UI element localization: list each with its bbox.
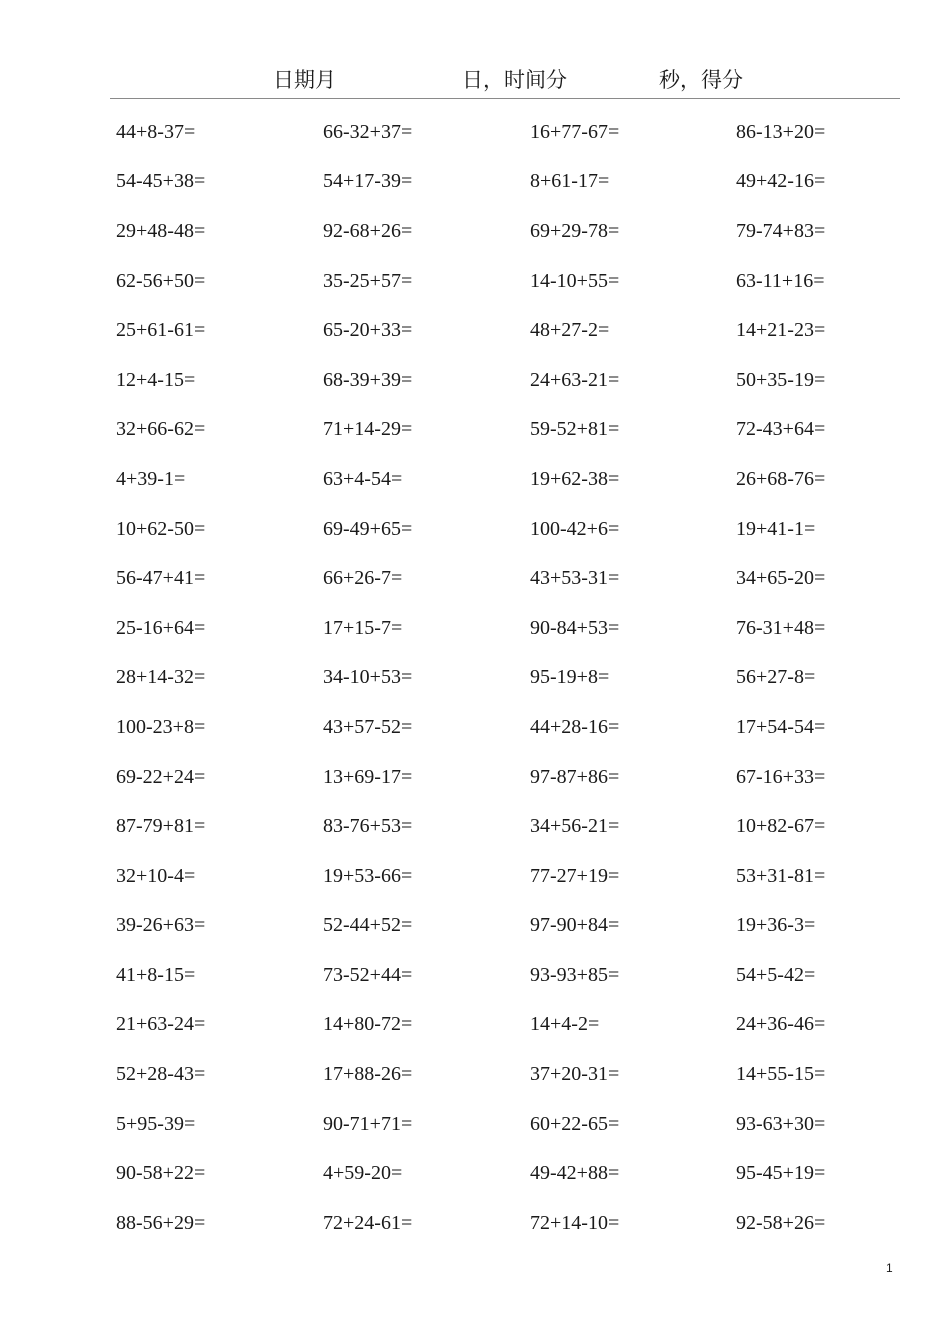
math-problem: 43+57-52= <box>323 715 413 738</box>
math-problem: 39-26+63= <box>116 914 206 937</box>
math-problem: 72-43+64= <box>736 418 826 441</box>
math-problem: 21+63-24= <box>116 1013 206 1036</box>
math-problem: 71+14-29= <box>323 418 413 441</box>
math-problem: 59-52+81= <box>530 418 620 441</box>
math-problem: 44+28-16= <box>530 715 620 738</box>
math-problem: 49+42-16= <box>736 170 826 193</box>
math-problem: 54-45+38= <box>116 170 206 193</box>
math-problem: 19+36-3= <box>736 914 816 937</box>
math-problem: 97-90+84= <box>530 914 620 937</box>
math-problem: 34-10+53= <box>323 666 413 689</box>
problem-row <box>116 1000 896 1050</box>
math-problem: 83-76+53= <box>323 815 413 838</box>
math-problem: 10+82-67= <box>736 815 826 838</box>
math-problem: 14+55-15= <box>736 1063 826 1086</box>
problem-row <box>116 1198 896 1248</box>
math-problem: 10+62-50= <box>116 517 206 540</box>
problem-row <box>116 107 896 157</box>
math-problem: 32+10-4= <box>116 864 196 887</box>
math-problem: 54+5-42= <box>736 963 816 986</box>
problem-row <box>116 157 896 207</box>
math-problem: 66-32+37= <box>323 120 413 143</box>
problem-row <box>116 454 896 504</box>
math-problem: 29+48-48= <box>116 219 206 242</box>
math-problem: 87-79+81= <box>116 815 206 838</box>
math-problem: 8+61-17= <box>530 170 610 193</box>
math-problem: 72+24-61= <box>323 1211 413 1234</box>
problem-row <box>116 702 896 752</box>
math-problem: 90-84+53= <box>530 616 620 639</box>
math-problem: 13+69-17= <box>323 765 413 788</box>
problem-row <box>116 801 896 851</box>
math-problem: 72+14-10= <box>530 1211 620 1234</box>
math-problem: 16+77-67= <box>530 120 620 143</box>
page-number: 1 <box>886 1261 893 1275</box>
problem-row <box>116 256 896 306</box>
math-problem: 65-20+33= <box>323 319 413 342</box>
math-problem: 17+15-7= <box>323 616 403 639</box>
math-problem: 37+20-31= <box>530 1063 620 1086</box>
problem-row <box>116 405 896 455</box>
math-problem: 67-16+33= <box>736 765 826 788</box>
math-problem: 14+21-23= <box>736 319 826 342</box>
math-problem: 69-49+65= <box>323 517 413 540</box>
math-problem: 62-56+50= <box>116 269 206 292</box>
math-problem: 28+14-32= <box>116 666 206 689</box>
problem-row <box>116 1148 896 1198</box>
problem-row <box>116 1099 896 1149</box>
math-problem: 25+61-61= <box>116 319 206 342</box>
math-problem: 14-10+55= <box>530 269 620 292</box>
math-problem: 34+65-20= <box>736 567 826 590</box>
math-problem: 52+28-43= <box>116 1063 206 1086</box>
math-problem: 26+68-76= <box>736 467 826 490</box>
math-problem: 44+8-37= <box>116 120 196 143</box>
math-problem: 19+62-38= <box>530 467 620 490</box>
math-problem: 77-27+19= <box>530 864 620 887</box>
math-problem: 24+36-46= <box>736 1013 826 1036</box>
math-problem: 76-31+48= <box>736 616 826 639</box>
math-problem: 24+63-21= <box>530 368 620 391</box>
math-problem: 4+59-20= <box>323 1162 403 1185</box>
math-problem: 52-44+52= <box>323 914 413 937</box>
math-problem: 4+39-1= <box>116 467 186 490</box>
math-problem: 14+4-2= <box>530 1013 600 1036</box>
math-problem: 5+95-39= <box>116 1112 196 1135</box>
math-problem: 12+4-15= <box>116 368 196 391</box>
header-day-time-minute: 日，时间分 <box>462 68 567 92</box>
math-problem: 54+17-39= <box>323 170 413 193</box>
problem-row <box>116 355 896 405</box>
problem-row <box>116 603 896 653</box>
math-problem: 69+29-78= <box>530 219 620 242</box>
math-problem: 63+4-54= <box>323 467 403 490</box>
problem-row <box>116 1049 896 1099</box>
header-date-month: 日期月 <box>273 68 336 92</box>
math-problem: 69-22+24= <box>116 765 206 788</box>
math-problem: 93-63+30= <box>736 1112 826 1135</box>
math-problem: 50+35-19= <box>736 368 826 391</box>
math-problem: 92-58+26= <box>736 1211 826 1234</box>
math-problem: 63-11+16= <box>736 269 825 292</box>
math-problem: 90-71+71= <box>323 1112 413 1135</box>
math-problem: 56+27-8= <box>736 666 816 689</box>
math-problem: 17+54-54= <box>736 715 826 738</box>
math-problem: 90-58+22= <box>116 1162 206 1185</box>
header-second-score: 秒，得分 <box>659 68 743 92</box>
math-problem: 34+56-21= <box>530 815 620 838</box>
math-problem: 100-23+8= <box>116 715 206 738</box>
math-problem: 79-74+83= <box>736 219 826 242</box>
math-problem: 95-45+19= <box>736 1162 826 1185</box>
math-problem: 41+8-15= <box>116 963 196 986</box>
math-problem: 73-52+44= <box>323 963 413 986</box>
problem-row <box>116 950 896 1000</box>
problem-row <box>116 653 896 703</box>
math-problem: 43+53-31= <box>530 567 620 590</box>
math-problem: 14+80-72= <box>323 1013 413 1036</box>
math-problem: 66+26-7= <box>323 567 403 590</box>
problem-row <box>116 305 896 355</box>
worksheet-header <box>110 66 900 99</box>
problem-row <box>116 752 896 802</box>
math-problem: 25-16+64= <box>116 616 206 639</box>
math-problem: 17+88-26= <box>323 1063 413 1086</box>
math-problem: 100-42+6= <box>530 517 620 540</box>
math-problem: 60+22-65= <box>530 1112 620 1135</box>
math-problem: 97-87+86= <box>530 765 620 788</box>
math-problem: 92-68+26= <box>323 219 413 242</box>
problem-row <box>116 851 896 901</box>
math-problem: 68-39+39= <box>323 368 413 391</box>
math-problem: 19+41-1= <box>736 517 816 540</box>
math-problem: 19+53-66= <box>323 864 413 887</box>
math-problem: 86-13+20= <box>736 120 826 143</box>
math-problem: 35-25+57= <box>323 269 413 292</box>
math-problem: 56-47+41= <box>116 567 206 590</box>
math-problem: 53+31-81= <box>736 864 826 887</box>
problem-row <box>116 901 896 951</box>
math-problem: 48+27-2= <box>530 319 610 342</box>
problem-row <box>116 206 896 256</box>
problem-row <box>116 553 896 603</box>
math-problem: 49-42+88= <box>530 1162 620 1185</box>
math-problem: 95-19+8= <box>530 666 610 689</box>
problem-row <box>116 504 896 554</box>
math-problem: 32+66-62= <box>116 418 206 441</box>
math-problem: 88-56+29= <box>116 1211 206 1234</box>
problem-grid <box>116 107 896 1248</box>
math-problem: 93-93+85= <box>530 963 620 986</box>
